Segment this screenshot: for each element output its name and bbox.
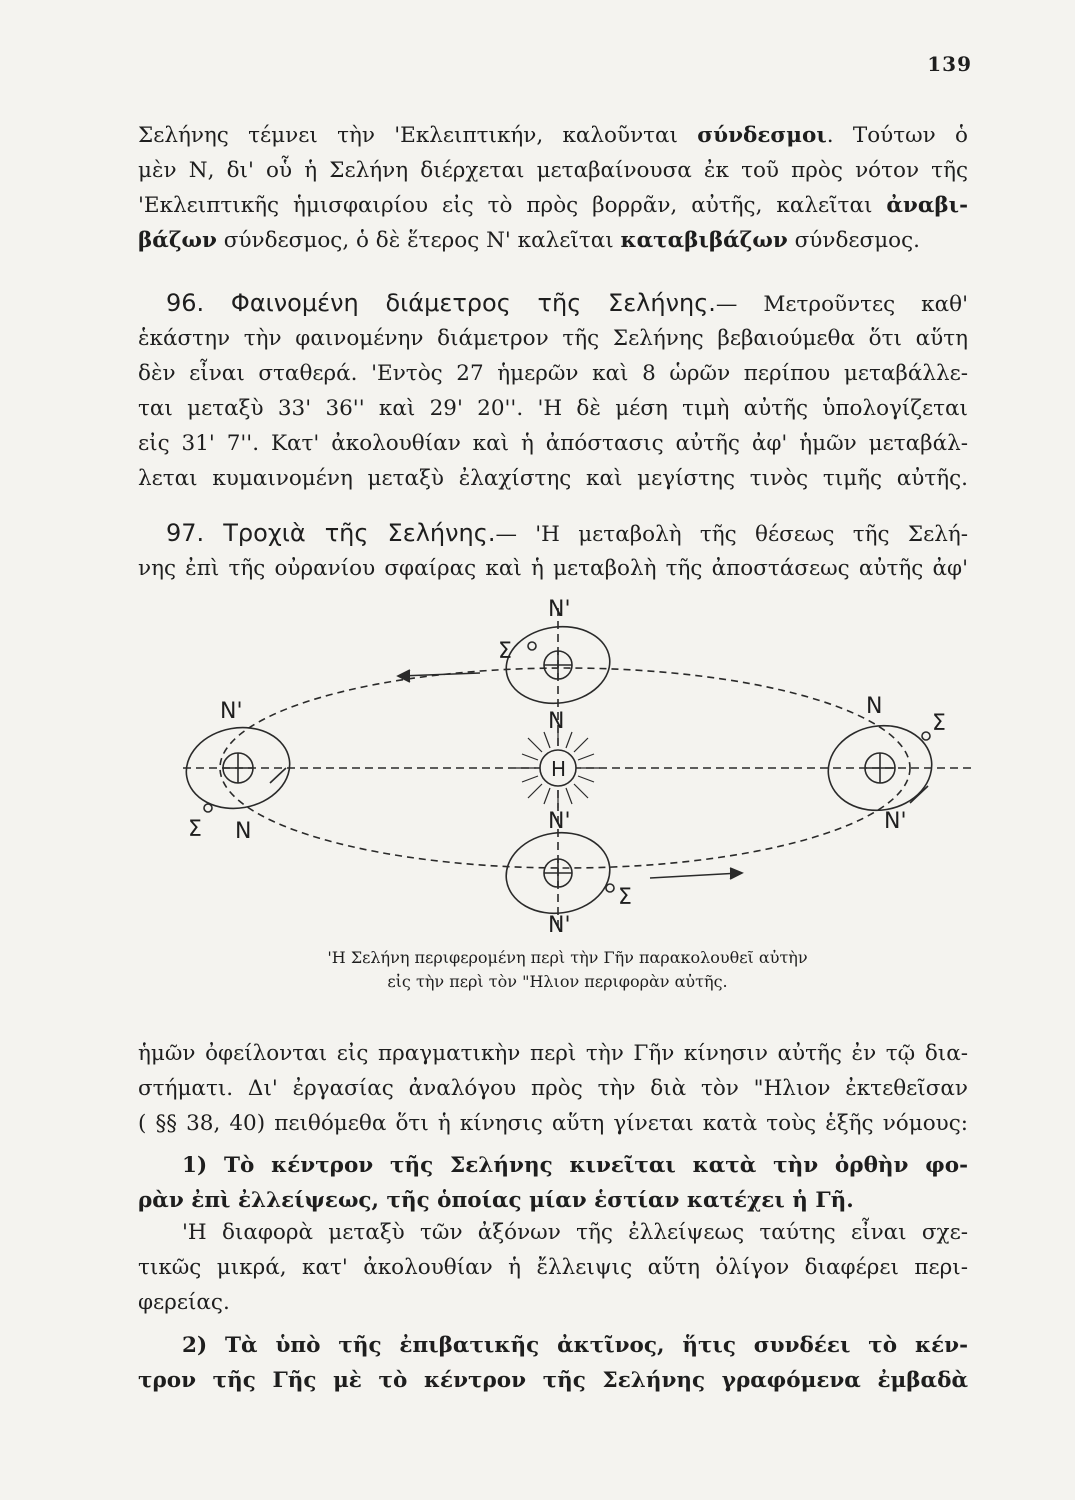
text-line: ρὰν ἐπὶ ἐλλείψεως, τῆς ὁποίας μίαν ἑστίαν κατέχει ἡ Γῆ. — [138, 1188, 854, 1213]
label-sigma-right: Σ — [932, 711, 946, 736]
section-heading: 97. Τροχιὰ τῆς Σελήνης. — [166, 519, 496, 547]
figure-caption-line1: 'Η Σελήνη περιφερομένη περὶ τὴν Γῆν παρακολουθεῖ αὐτὴν — [327, 948, 808, 967]
moon-orbit-figure — [180, 588, 980, 938]
moon-top — [528, 642, 536, 650]
text-span: — 'Η μεταβολὴ τῆς θέσεως τῆς Σελή- — [495, 522, 968, 547]
text-line: τικῶς μικρά, κατ' ἀκολουθίαν ἡ ἔλλειψις αὕτη ὀλίγον διαφέρει περι- — [138, 1255, 968, 1280]
section-97 — [138, 516, 968, 586]
page-number: 139 — [927, 52, 972, 76]
moon-left — [204, 804, 212, 812]
arrow-left-orbit — [270, 768, 286, 783]
moon-bottom — [606, 884, 614, 892]
text-line — [138, 118, 968, 153]
text-line: εἰς 31' 7''. Κατ' ἀκολουθίαν καὶ ἡ ἀπόστασις αὐτῆς ἀφ' ἡμῶν μεταβάλ- — [138, 431, 968, 456]
text-span: Σελήνης τέμνει τὴν 'Εκλειπτικήν, καλοῦνται — [138, 123, 698, 148]
term-ascending: ἀναβι- — [886, 193, 968, 218]
section-heading: 96. Φαινομένη διάμετρος τῆς Σελήνης. — [166, 289, 716, 317]
paragraph-axes — [138, 1215, 968, 1320]
text-span: — Μετροῦντες καθ' — [715, 292, 968, 317]
text-span: σύνδεσμος. — [787, 228, 920, 253]
text-line: ( §§ 38, 40) πειθόμεθα ὅτι ἡ κίνησις αὕτη γίνεται κατὰ τοὺς ἑξῆς νόμους: — [138, 1111, 968, 1136]
text-line: λεται κυμαινομένη μεταξὺ ἐλαχίστης καὶ μεγίστης τινὸς τιμῆς αὐτῆς. — [138, 466, 968, 491]
law-2 — [138, 1328, 968, 1398]
label-sigma-left: Σ — [188, 817, 202, 842]
text-line — [138, 516, 968, 551]
text-line: μὲν Ν, δι' οὗ ἡ Σελήνη διέρχεται μεταβαίνουσα ἐκ τοῦ πρὸς νότον τῆς — [138, 158, 968, 183]
moon-right — [922, 732, 930, 740]
label-n-right: N — [866, 694, 883, 719]
label-n-prime-sun: N' — [548, 809, 571, 834]
text-line: ἑκάστην τὴν φαινομένην διάμετρον τῆς Σελήνης βεβαιούμεθα ὅτι αὕτη — [138, 326, 968, 351]
text-line: 'Η διαφορὰ μεταξὺ τῶν ἀξόνων τῆς ἐλλείψεως ταύτης εἶναι σχε- — [182, 1220, 968, 1245]
text-span: . Τούτων ὁ — [826, 123, 968, 148]
figure-caption-line2: εἰς τὴν περὶ τὸν "Ηλιον περιφορὰν αὐτῆς. — [387, 972, 728, 991]
text-line: 2) Τὰ ὑπὸ τῆς ἐπιβατικῆς ἀκτῖνος, ἥτις συνδέει τὸ κέν- — [182, 1333, 968, 1358]
label-sigma-bottom: Σ — [618, 885, 632, 910]
label-n-left: N — [235, 819, 252, 844]
text-span: 'Εκλειπτικῆς ἡμισφαιρίου εἰς τὸ πρὸς βορρᾶν, αὐτῆς, καλεῖται — [138, 193, 887, 218]
arrow-top-left — [400, 673, 480, 676]
term-nodes: σύνδεσμοι — [697, 123, 827, 148]
label-n-prime-top: N' — [548, 597, 571, 622]
label-n-prime-left: N' — [220, 699, 243, 724]
text-line: ται μεταξὺ 33' 36'' καὶ 29' 20''. 'Η δὲ μέση τιμὴ αὐτῆς ὑπολογίζεται — [138, 396, 968, 421]
label-n-top: N — [548, 709, 565, 734]
label-h-sun: H — [551, 757, 567, 781]
text-line: ἡμῶν ὀφείλονται εἰς πραγματικὴν περὶ τὴν Γῆν κίνησιν αὐτῆς ἐν τῷ δια- — [138, 1041, 968, 1066]
paragraph-continuation — [138, 1036, 968, 1141]
label-n-prime-right: N' — [884, 809, 907, 834]
term-ascending-cont: βάζων — [138, 228, 217, 253]
paragraph-nodes — [138, 118, 968, 258]
section-96 — [138, 286, 968, 496]
term-descending: καταβιβάζων — [620, 228, 788, 253]
text-line: φερείας. — [138, 1290, 230, 1315]
text-line: στήματι. Δι' ἐργασίας ἀναλόγου πρὸς τὴν διὰ τὸν "Ηλιον ἐκτεθεῖσαν — [138, 1076, 968, 1101]
law-1 — [138, 1148, 968, 1218]
text-line: νης ἐπὶ τῆς οὐρανίου σφαίρας καὶ ἡ μεταβολὴ τῆς ἀποστάσεως αὐτῆς ἀφ' — [138, 556, 968, 581]
arrow-right-orbit — [910, 786, 928, 803]
label-n-prime-bottom: N' — [548, 913, 571, 938]
text-line — [138, 223, 968, 258]
text-line — [138, 286, 968, 321]
text-line — [138, 188, 968, 223]
text-line: 1) Τὸ κέντρον τῆς Σελήνης κινεῖται κατὰ τὴν ὀρθὴν φο- — [182, 1153, 968, 1178]
arrow-bottom-right — [650, 873, 740, 878]
text-line: δὲν εἶναι σταθερά. 'Εντὸς 27 ἡμερῶν καὶ 8 ὡρῶν περίπου μεταβάλλε- — [138, 361, 968, 386]
text-line: τρον τῆς Γῆς μὲ τὸ κέντρον τῆς Σελήνης γραφόμενα ἐμβαδὰ — [138, 1368, 968, 1393]
text-span: σύνδεσμος, ὁ δὲ ἕτερος Ν' καλεῖται — [216, 228, 621, 253]
label-sigma-top: Σ — [498, 639, 512, 664]
